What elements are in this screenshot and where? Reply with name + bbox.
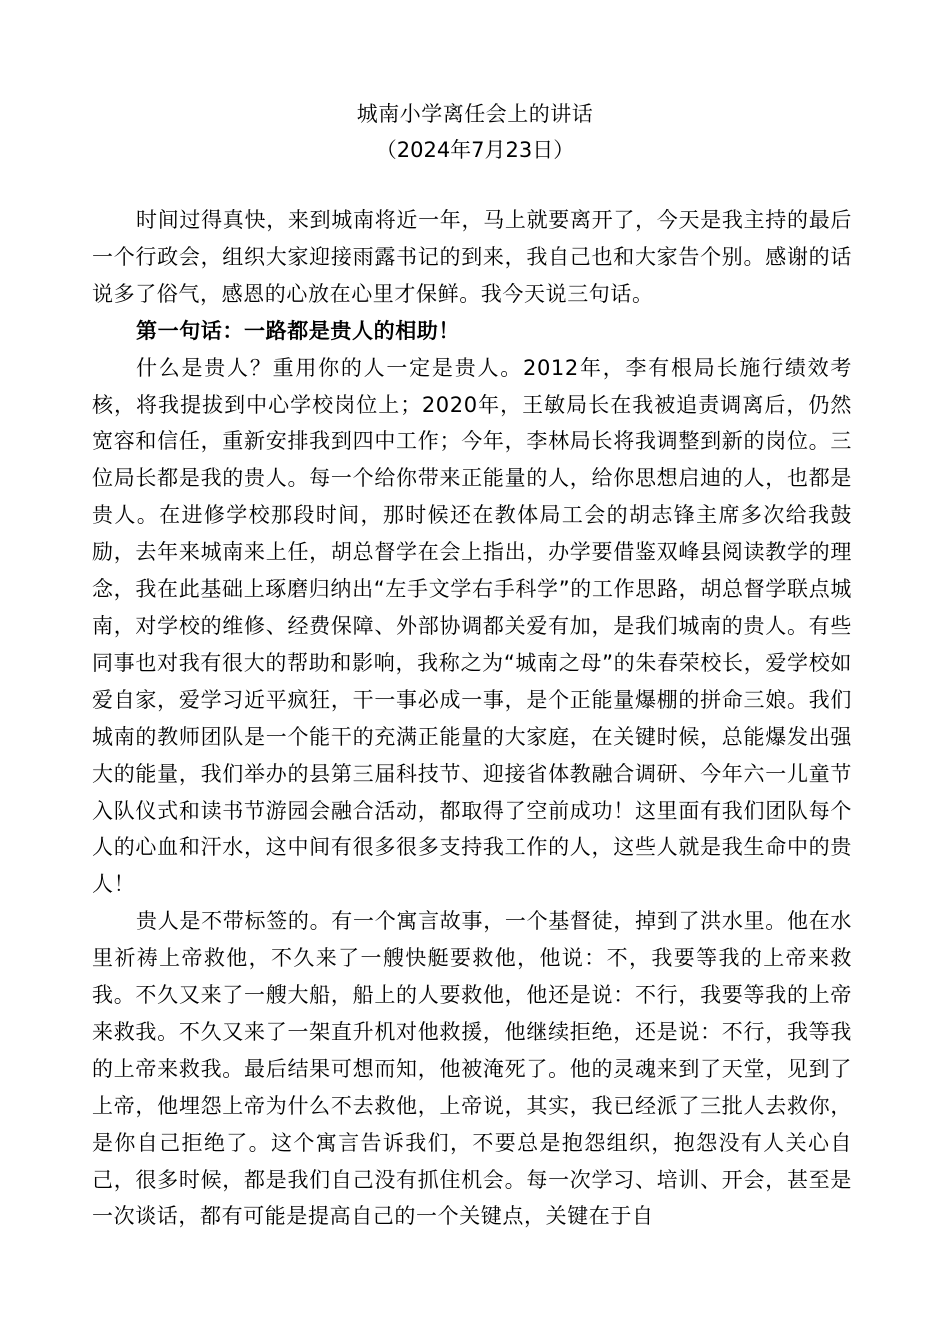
- document-title: 城南小学离任会上的讲话: [356, 102, 594, 126]
- document-body: [92, 202, 852, 1235]
- body-paragraph: 贵人是不带标签的。有一个寓言故事，一个基督徒，掉到了洪水里。他在水里祈祷上帝救他，不久来了一艘快艇要救他，他说：不，我要等我的上帝来救我。不久又来了一艘大船，船上的人要救他，他还是说：不行，我要等我的上帝来救我。不久又来了一架直升机对他救援，他继续拒绝，还是说：不行，我等我的上帝来救我。最后结果可想而知，他被淹死了。他的灵魂来到了天堂，见到了上帝，他埋怨上帝为什么不去救他，上帝说，其实，我已经派了三批人去救你，是你自己拒绝了。这个寓言告诉我们，不要总是抱怨组织，抱怨没有人关心自己，很多时候，都是我们自己没有抓住机会。每一次学习、培训、开会，甚至是一次谈话，都有可能是提高自己的一个关键点，关键在于自: [92, 909, 852, 1229]
- body-paragraph: 什么是贵人？重用你的人一定是贵人。2012年，李有根局长施行绩效考核，将我提拔到中心学校岗位上；2020年，王敏局长在我被追责调离后，仍然宽容和信任，重新安排我到四中工作；今年，李林局长将我调整到新的岗位。三位局长都是我的贵人。每一个给你带来正能量的人，给你思想启迪的人，也都是贵人。在进修学校那段时间，那时候还在教体局工会的胡志锋主席多次给我鼓励，去年来城南来上任，胡总督学在会上指出，办学要借鉴双峰县阅读教学的理念，我在此基础上琢磨归纳出“左手文学右手科学”的工作思路，胡总督学联点城南，对学校的维修、经费保障、外部协调都关爱有加，是我们城南的贵人。有些同事也对我有很大的帮助和影响，我称之为“城南之母”的朱春荣校长，爱学校如爱自家，爱学习近平疯狂，干一事必成一事，是个正能量爆棚的拼命三娘。我们城南的教师团队是一个能干的充满正能量的大家庭，在关键时候，总能爆发出强大的能量，我们举办的县第三届科技节、迎接省体教融合调研、今年六一儿童节入队仪式和读书节游园会融合活动，都取得了空前成功！这里面有我们团队每个人的心血和汗水，这中间有很多很多支持我工作的人，这些人就是我生命中的贵人！: [92, 355, 852, 897]
- section-heading: 第一句话：一路都是贵人的相助！: [136, 318, 460, 343]
- document-date: （2024年7月23日）: [375, 138, 575, 162]
- intro-paragraph: 时间过得真快，来到城南将近一年，马上就要离开了，今天是我主持的最后一个行政会，组织大家迎接雨露书记的到来，我自己也和大家告个别。感谢的话说多了俗气，感恩的心放在心里才保鲜。我今天说三句话。: [92, 208, 852, 306]
